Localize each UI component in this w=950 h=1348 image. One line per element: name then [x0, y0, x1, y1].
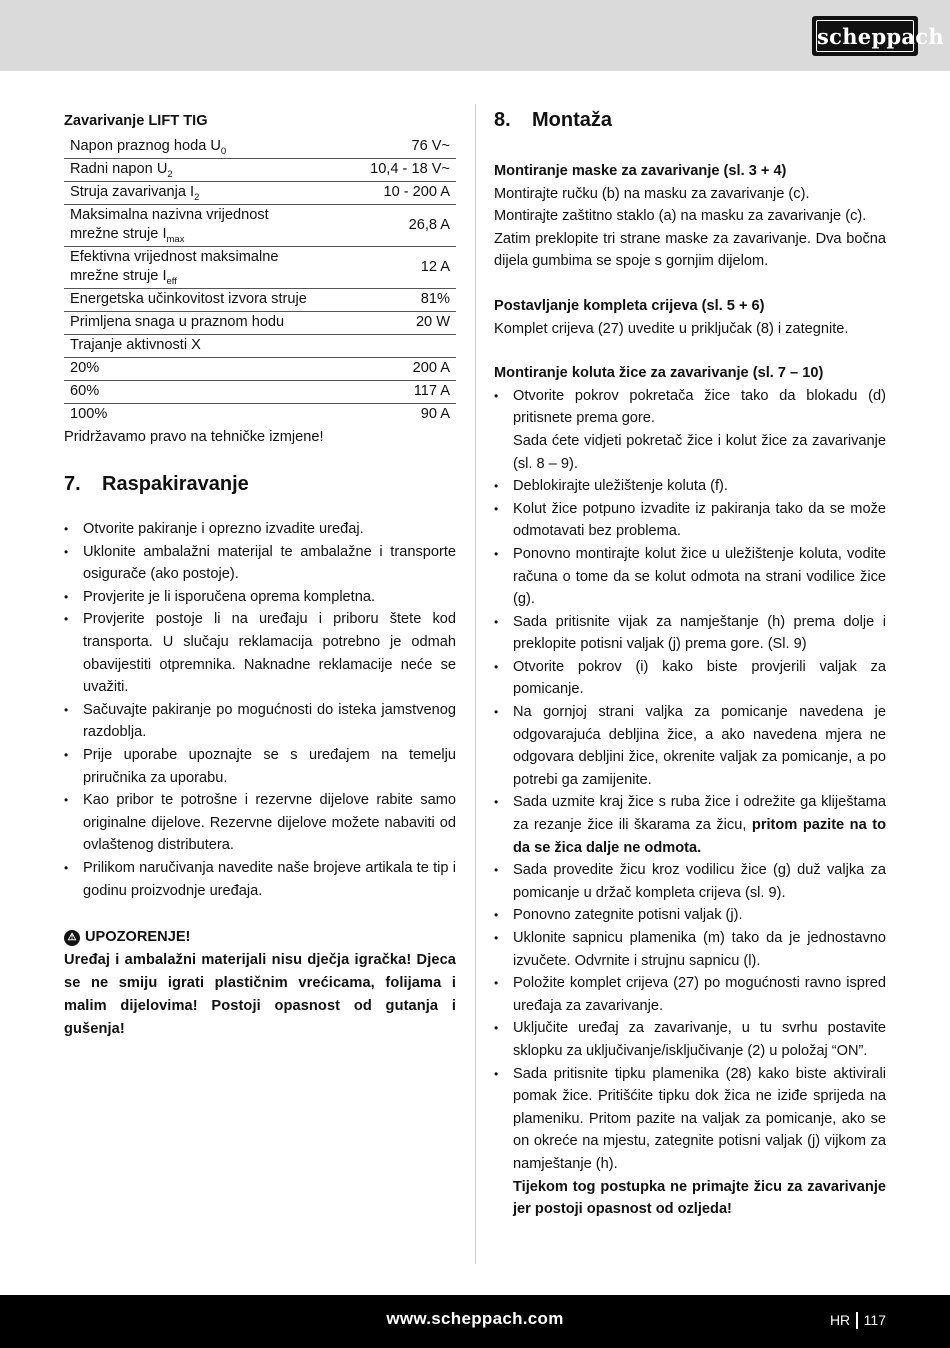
list-item: • Otvorite pakiranje i oprezno izvadite uređaj. [64, 518, 456, 541]
table-row [64, 159, 456, 182]
list-item: • Uklonite sapnicu plamenika (m) tako da je jednostavno izvučete. Odvrnite i strujnu sapnicu (l). [494, 927, 886, 972]
warning-text: Uređaj i ambalažni materijali nisu dječja igračka! Djeca se ne smiju igrati plastičnim vrećicama, folijama i malim dijelovima! Postoji opasnost od gutanja i gušenja! [64, 952, 456, 1038]
spec-value: 26,8 A [326, 205, 456, 247]
mask-line: Montirajte zaštitno staklo (a) na masku za zavarivanje (c). [494, 208, 867, 225]
spec-value: 200 A [326, 358, 456, 381]
spec-label: Maksimalna nazivna vrijednost mrežne struje $I_{max}$ [64, 205, 326, 247]
list-item: • Položite komplet crijeva (27) po mogućnosti ravno ispred uređaja za zavarivanje. [494, 972, 886, 1017]
list-item: • Prilikom naručivanja navedite naše brojeve artikala te tip i godinu proizvodnje uređaja. [64, 857, 456, 902]
spec-value: 10 - 200 A [326, 182, 456, 205]
list-item: • Sada pritisnite tipku plamenika (28) kako biste aktivirali pomak žice. Pritišćite tipku dok žica ne iziđe sprijeda na plameniku. Pritom pazite na valjak za pomicanje, ako se on okreće na mjestu, zategnite potisni valjak (j) vijkom za namještanje (h). Tijekom tog postupka ne primajte žicu za zavarivanje jer postoji opasnost od ozljeda! [494, 1063, 886, 1221]
page-indicator [830, 1309, 886, 1332]
chapter-title: Raspakiravanje [102, 473, 249, 495]
list-item: • Uklonite ambalažni materijal te ambalažne i transporte osigurače (ako postoje). [64, 541, 456, 586]
warning-sign-icon: ⚠ [64, 930, 80, 946]
spec-label: 100% [70, 406, 108, 422]
hose-heading: Postavljanje kompleta crijeva (sl. 5 + 6) [494, 297, 765, 314]
unpacking-list [64, 518, 456, 902]
wire-steps-list [494, 385, 886, 430]
technical-changes-note: Pridržavamo pravo na tehničke izmjene! [64, 429, 324, 445]
chapter-title: Montaža [532, 109, 612, 131]
spec-label: Struja zavarivanja $I_2$ [64, 182, 326, 205]
scheppach-logo [812, 16, 944, 56]
spec-label: Napon praznog hoda $U_0$ [64, 136, 326, 159]
spec-value: 20 W [326, 312, 456, 335]
injury-caution: Tijekom tog postupka ne primajte žicu za zavarivanje jer postoji opasnost od ozljeda! [513, 1178, 886, 1218]
table-row [64, 335, 456, 358]
spec-value: 81% [326, 289, 456, 312]
mask-heading: Montiranje maske za zavarivanje (sl. 3 + 4) [494, 163, 787, 179]
list-item: • Kolut žice potpuno izvadite iz pakiranja tako da se može odmotavati bez problema. [494, 498, 886, 543]
left-column [64, 108, 456, 1041]
mask-line: Zatim preklopite tri strane maske za zavarivanje. Dva bočna dijela gumbima se spoje s gornjim dijelom. [494, 230, 886, 270]
chapter-8-heading [494, 106, 886, 134]
list-item: • Otvorite pokrov pokretača žice tako da blokadu (d) pritisnete prema gore. [494, 385, 886, 430]
header-bar [0, 0, 950, 71]
table-row [64, 381, 456, 404]
spec-value [326, 335, 456, 358]
spec-value: 10,4 - 18 V~ [326, 159, 456, 182]
list-item: • Uključite uređaj za zavarivanje, u tu svrhu postavite sklopku za uključivanje/isključivanje (2) u položaj “ON”. [494, 1017, 886, 1062]
wire-heading: Montiranje koluta žice za zavarivanje (sl. 7 – 10) [494, 365, 824, 382]
wire-step-note: Sada ćete vidjeti pokretač žice i kolut žice za zavarivanje (sl. 8 – 9). [513, 432, 886, 472]
mask-line: Montirajte ručku (b) na masku za zavarivanje (c). [494, 185, 810, 202]
section-title: Zavarivanje LIFT TIG [64, 113, 208, 129]
wire-cut-caution: pritom pazite na to da se žica dalje ne odmota. [513, 817, 886, 856]
warning-title: UPOZORENJE! [85, 929, 191, 946]
table-row [64, 182, 456, 205]
spec-value: 12 A [326, 247, 456, 289]
hose-text: Komplet crijeva (27) uvedite u priključak (8) i zategnite. [494, 320, 849, 337]
table-row [64, 289, 456, 312]
spec-label: Energetska učinkovitost izvora struje [64, 289, 326, 312]
spec-value: 117 A [326, 381, 456, 404]
spec-label: Radni napon $U_2$ [64, 159, 326, 182]
spec-label: Trajanje aktivnosti X [64, 335, 326, 358]
spec-label: 20% [64, 358, 326, 381]
spec-value: 76 V~ [326, 136, 456, 159]
list-item: • Sačuvajte pakiranje po mogućnosti do isteka jamstvenog razdoblja. [64, 699, 456, 744]
separator [856, 1312, 858, 1329]
chapter-number: 8. [494, 109, 511, 131]
table-row [64, 136, 456, 159]
spec-label: 60% [64, 381, 326, 404]
list-item: • Ponovno zategnite potisni valjak (j). [494, 904, 886, 927]
list-item: • Provjerite je li isporučena oprema kompletna. [64, 586, 456, 609]
chapter-number: 7. [64, 473, 81, 495]
footer-bar [0, 1295, 950, 1348]
list-item: • Provjerite postoje li na uređaju i priboru štete kod transporta. U slučaju reklamacija potrebno je odmah obavijestiti otpremnika. Naknadne reklamacije neće se uvažiti. [64, 608, 456, 698]
logo-text: scheppach [816, 20, 914, 52]
table-row [64, 247, 456, 289]
spec-value: 90 A [420, 406, 450, 422]
website-link[interactable]: www.scheppach.com [386, 1309, 564, 1328]
specs-table [64, 136, 456, 426]
list-item: • Kao pribor te potrošne i rezervne dijelove rabite samo originalne dijelove. Rezervne dijelove možete nabaviti od ovlaštenog distributera. [64, 789, 456, 857]
spec-label: Efektivna vrijednost maksimalne mrežne struje $I_{eff}$ [64, 247, 326, 289]
list-item: • Otvorite pokrov (i) kako biste provjerili valjak za pomicanje. [494, 656, 886, 701]
wire-steps-list [494, 475, 886, 1221]
page-number: 117 [863, 1312, 886, 1328]
warning-block [64, 926, 456, 1041]
right-column [494, 106, 886, 1221]
list-item: • Sada uzmite kraj žice s ruba žice i odrežite ga kliještama za rezanje žice ili škarama za žicu, pritom pazite na to da se žica dalje ne odmota. [494, 791, 886, 859]
table-row [64, 358, 456, 381]
list-item: • Sada pritisnite vijak za namještanje (h) prema dolje i preklopite potisni valjak (j) prema gore. (Sl. 9) [494, 611, 886, 656]
column-divider [475, 104, 476, 1264]
list-item: • Na gornjoj strani valjka za pomicanje navedena je odgovarajuća debljina žice, a ako navedena mjera ne odgovara debljini žice, okrenite valjak za pomicanje, a po potrebi ga zamijenite. [494, 701, 886, 791]
table-row [64, 205, 456, 247]
list-item: • Deblokirajte uležištenje koluta (f). [494, 475, 886, 498]
table-row [64, 404, 456, 427]
language-code: HR [829, 1312, 851, 1328]
list-item: • Prije uporabe upoznajte se s uređajem na temelju priručnika za uporabu. [64, 744, 456, 789]
table-row [64, 312, 456, 335]
spec-label: Primljena snaga u praznom hodu [64, 312, 326, 335]
list-item: • Sada provedite žicu kroz vodilicu žice (g) duž valjka za pomicanje u držač kompleta crijeva (sl. 9). [494, 859, 886, 904]
list-item: • Ponovno montirajte kolut žice u uležištenje koluta, vodite računa o tome da se kolut odmota na strani vodilice žice (g). [494, 543, 886, 611]
chapter-7-heading [64, 470, 456, 498]
